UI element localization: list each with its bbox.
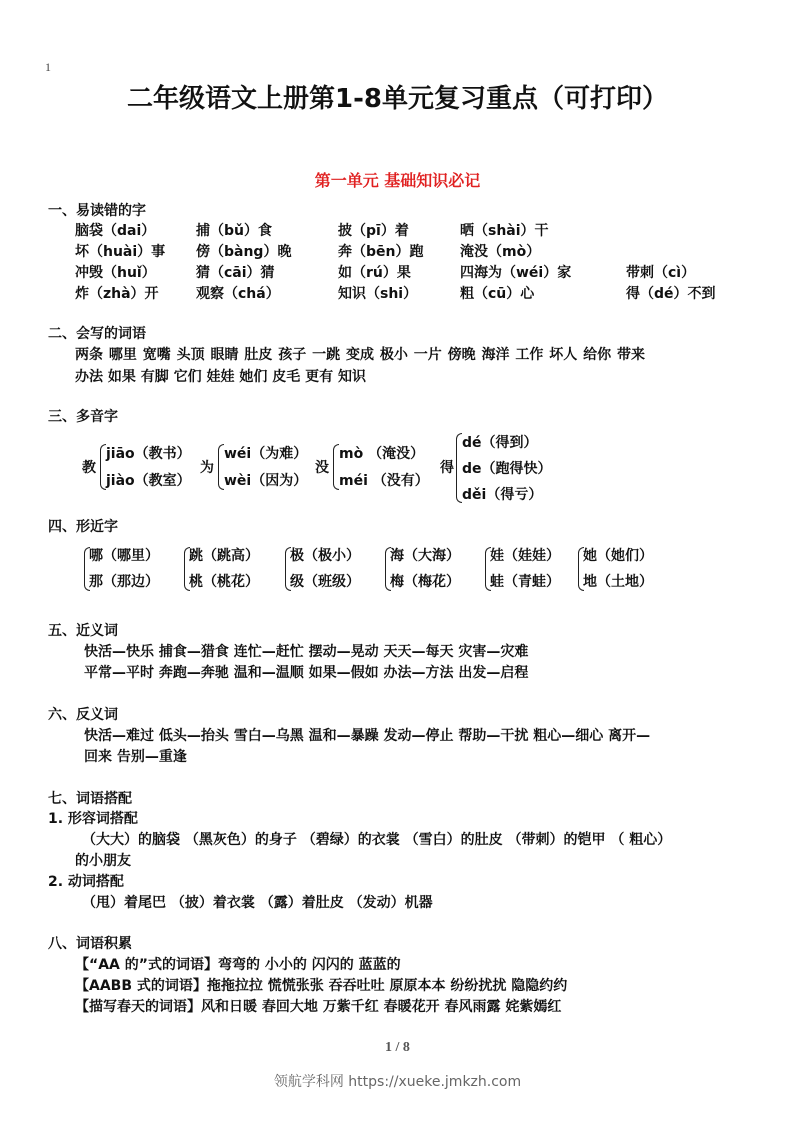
polyphone-reading: děi（得亏）: [462, 487, 543, 503]
misread-char-cell: 坏（huài）事: [75, 244, 166, 260]
accumulation-line-2: 【AABB 式的词语】拖拖拉拉 慌慌张张 吞吞吐吐 原原本本 纷纷扰扰 隐隐约约: [75, 978, 568, 994]
website-footer: 领航学科网 https://xueke.jmkzh.com: [273, 1074, 522, 1090]
words-line-1: 两条 哪里 宽嘴 头顶 眼睛 肚皮 孩子 一跳 变成 极小 一片 傍晚 海洋 工作 坏人 给你 带来: [75, 347, 645, 363]
misread-char-cell: 观察（chá）: [196, 286, 280, 302]
page-number-mark: 1: [45, 60, 51, 74]
similar-char-item: 级（班级）: [290, 574, 360, 590]
section-heading-7: 七、词语搭配: [48, 791, 132, 807]
section-heading-5: 五、近义词: [48, 623, 118, 639]
section-heading-6: 六、反义词: [48, 707, 118, 723]
similar-char-item: 地（土地）: [583, 574, 653, 590]
misread-char-cell: 四海为（wéi）家: [460, 265, 572, 281]
similar-char-item: 娃（娃娃）: [490, 548, 560, 564]
polyphone-reading: wèi（因为）: [224, 473, 308, 489]
document-title: 二年级语文上册第1-8单元复习重点（可打印）: [127, 84, 668, 114]
polyphone-reading: dé（得到）: [462, 435, 538, 451]
polyphone-char: 得: [440, 460, 454, 476]
polyphone-char: 为: [200, 460, 214, 476]
polyphone-char: 教: [82, 460, 96, 476]
accumulation-line-3: 【描写春天的词语】风和日暖 春回大地 万紫千红 春暖花开 春风雨露 姹紫嫣红: [75, 999, 562, 1015]
antonyms-line-1: 快活—难过 低头—抬头 雪白—乌黑 温和—暴躁 发动—停止 帮助—干扰 粗心—细心 离开—: [84, 728, 651, 744]
polyphone-reading: mò （淹没）: [339, 446, 425, 462]
polyphone-reading: wéi（为难）: [224, 446, 308, 462]
section-heading-1: 一、易读错的字: [48, 203, 146, 219]
misread-char-cell: 脑袋（dai）: [75, 223, 156, 239]
section-heading-4: 四、形近字: [48, 519, 118, 535]
misread-char-cell: 得（dé）不到: [626, 286, 716, 302]
similar-char-item: 蛙（青蛙）: [490, 574, 560, 590]
section-heading-2: 二、会写的词语: [48, 326, 146, 342]
similar-char-item: 极（极小）: [290, 548, 360, 564]
misread-char-cell: 猜（cāi）猜: [196, 265, 275, 281]
misread-char-cell: 捕（bǔ）食: [196, 223, 272, 239]
misread-char-cell: 淹没（mò）: [460, 244, 541, 260]
misread-char-cell: 冲毁（huǐ）: [75, 265, 156, 281]
page-indicator: 1 / 8: [385, 1040, 410, 1055]
synonyms-line-2: 平常—平时 奔跑—奔驰 温和—温顺 如果—假如 办法—方法 出发—启程: [84, 665, 529, 681]
misread-char-cell: 炸（zhà）开: [75, 286, 159, 302]
unit-title: 第一单元 基础知识必记: [314, 171, 481, 190]
polyphone-reading: jiāo（教书）: [106, 446, 191, 462]
polyphone-reading: de（跑得快）: [462, 461, 552, 477]
misread-char-cell: 傍（bàng）晚: [196, 244, 292, 260]
synonyms-line-1: 快活—快乐 捕食—猎食 连忙—赶忙 摆动—晃动 天天—每天 灾害—灾难: [84, 644, 529, 660]
misread-char-cell: 披（pī）着: [338, 223, 409, 239]
similar-char-item: 跳（跳高）: [189, 548, 259, 564]
polyphone-char: 没: [315, 460, 329, 476]
similar-char-item: 海（大海）: [390, 548, 460, 564]
similar-char-item: 那（那边）: [89, 574, 159, 590]
accumulation-line-1: 【“AA 的”式的词语】弯弯的 小小的 闪闪的 蓝蓝的: [75, 957, 401, 973]
polyphone-reading: jiào（教室）: [106, 473, 191, 489]
misread-char-cell: 奔（bēn）跑: [338, 244, 424, 260]
verb-line-1: （甩）着尾巴 （披）着衣裳 （露）着肚皮 （发动）机器: [82, 895, 433, 911]
section-heading-8: 八、词语积累: [48, 936, 132, 952]
adjective-line-2: 的小朋友: [75, 853, 131, 869]
similar-char-item: 桃（桃花）: [189, 574, 259, 590]
misread-char-cell: 知识（shi）: [338, 286, 418, 302]
similar-char-item: 梅（梅花）: [390, 574, 460, 590]
misread-char-cell: 晒（shài）干: [460, 223, 549, 239]
polyphone-reading: méi （没有）: [339, 473, 429, 489]
similar-char-item: 哪（哪里）: [89, 548, 159, 564]
antonyms-line-2: 回来 告别—重逢: [84, 749, 187, 765]
section-heading-3: 三、多音字: [48, 409, 118, 425]
misread-char-cell: 如（rú）果: [338, 265, 411, 281]
subheading-adjective: 1. 形容词搭配: [48, 811, 138, 827]
similar-char-item: 她（她们）: [583, 548, 653, 564]
subheading-verb: 2. 动词搭配: [48, 874, 124, 890]
misread-char-cell: 粗（cū）心: [460, 286, 535, 302]
adjective-line-1: （大大）的脑袋 （黑灰色）的身子 （碧绿）的衣裳 （雪白）的肚皮 （带刺）的铠甲 （ 粗心）: [82, 832, 672, 848]
words-line-2: 办法 如果 有脚 它们 娃娃 她们 皮毛 更有 知识: [75, 369, 366, 385]
misread-char-cell: 带刺（cì）: [626, 265, 696, 281]
